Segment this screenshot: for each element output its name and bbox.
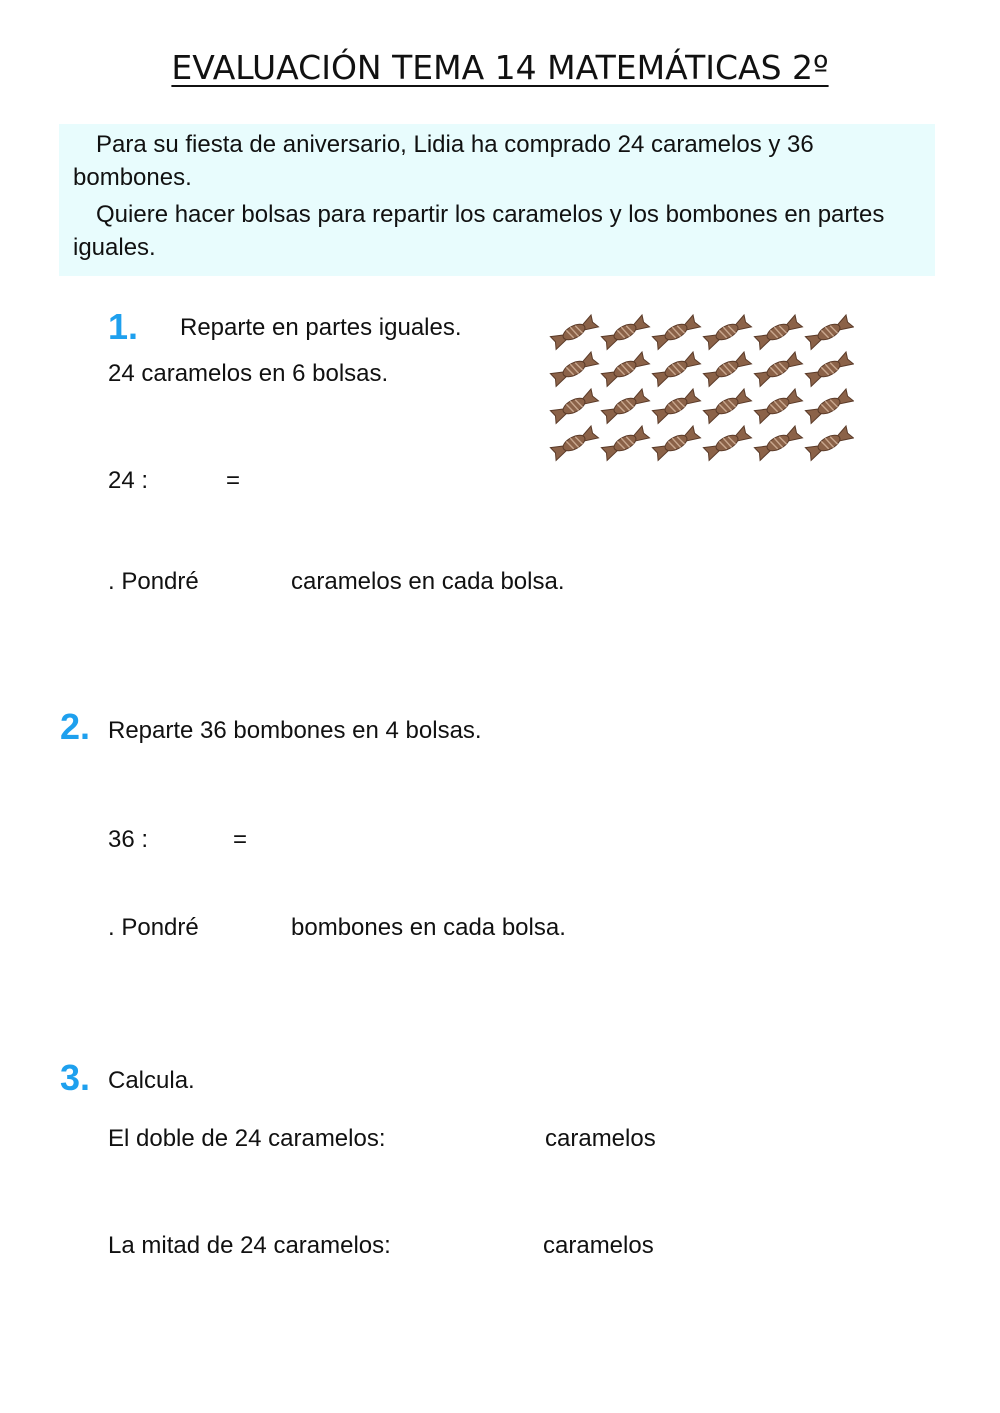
candy-icon bbox=[754, 315, 803, 350]
q1-division-left: 24 : bbox=[108, 467, 149, 494]
candy-icon bbox=[754, 426, 803, 461]
q1-answer-prefix: . Pondré bbox=[108, 568, 199, 595]
candy-icon bbox=[601, 426, 650, 461]
q3-heading: Calcula. bbox=[108, 1067, 195, 1094]
q3-line1-unit: caramelos bbox=[545, 1125, 656, 1152]
candy-icon bbox=[550, 426, 599, 461]
q3-line2-label: La mitad de 24 caramelos: bbox=[108, 1232, 391, 1259]
intro-paragraph-1: Para su fiesta de aniversario, Lidia ha comprado 24 caramelos y 36 bombones. bbox=[73, 131, 814, 191]
q3-number: 3. bbox=[60, 1057, 91, 1098]
q2-division-left: 36 : bbox=[108, 826, 149, 853]
candy-icon bbox=[550, 389, 599, 424]
q1-answer-suffix: caramelos en cada bolsa. bbox=[291, 568, 565, 595]
intro-box bbox=[59, 124, 935, 276]
candy-icon bbox=[601, 389, 650, 424]
candy-icon bbox=[805, 315, 854, 350]
candy-icon bbox=[703, 426, 752, 461]
intro-paragraph-2: Quiere hacer bolsas para repartir los caramelos y los bombones en partes iguales. bbox=[73, 201, 885, 261]
candy-icon bbox=[754, 352, 803, 387]
q1-number: 1. bbox=[108, 306, 139, 347]
q2-answer-prefix: . Pondré bbox=[108, 914, 199, 941]
candy-icon bbox=[652, 426, 701, 461]
q1-equals: = bbox=[226, 467, 241, 494]
candy-icon bbox=[550, 352, 599, 387]
candy-icon bbox=[601, 315, 650, 350]
candy-icon bbox=[754, 389, 803, 424]
candy-icon bbox=[703, 389, 752, 424]
candy-icon bbox=[601, 352, 650, 387]
q2-number: 2. bbox=[60, 706, 91, 747]
candy-icon bbox=[805, 352, 854, 387]
candy-icon bbox=[652, 315, 701, 350]
candy-icon bbox=[703, 352, 752, 387]
q2-equals: = bbox=[233, 826, 248, 853]
candy-icon bbox=[805, 389, 854, 424]
q3-line2-unit: caramelos bbox=[543, 1232, 654, 1259]
q2-heading: Reparte 36 bombones en 4 bolsas. bbox=[108, 717, 482, 744]
candy-icon bbox=[550, 315, 599, 350]
q3-line1-label: El doble de 24 caramelos: bbox=[108, 1125, 386, 1152]
q2-answer-suffix: bombones en cada bolsa. bbox=[291, 914, 566, 941]
page-title: EVALUACIÓN TEMA 14 MATEMÁTICAS 2º bbox=[171, 48, 829, 87]
q1-heading: Reparte en partes iguales. bbox=[180, 314, 462, 341]
q1-statement: 24 caramelos en 6 bolsas. bbox=[108, 360, 389, 387]
candy-illustration bbox=[548, 312, 854, 468]
candy-icon bbox=[703, 315, 752, 350]
candy-icon bbox=[805, 426, 854, 461]
candy-icon bbox=[652, 389, 701, 424]
candy-icon bbox=[652, 352, 701, 387]
